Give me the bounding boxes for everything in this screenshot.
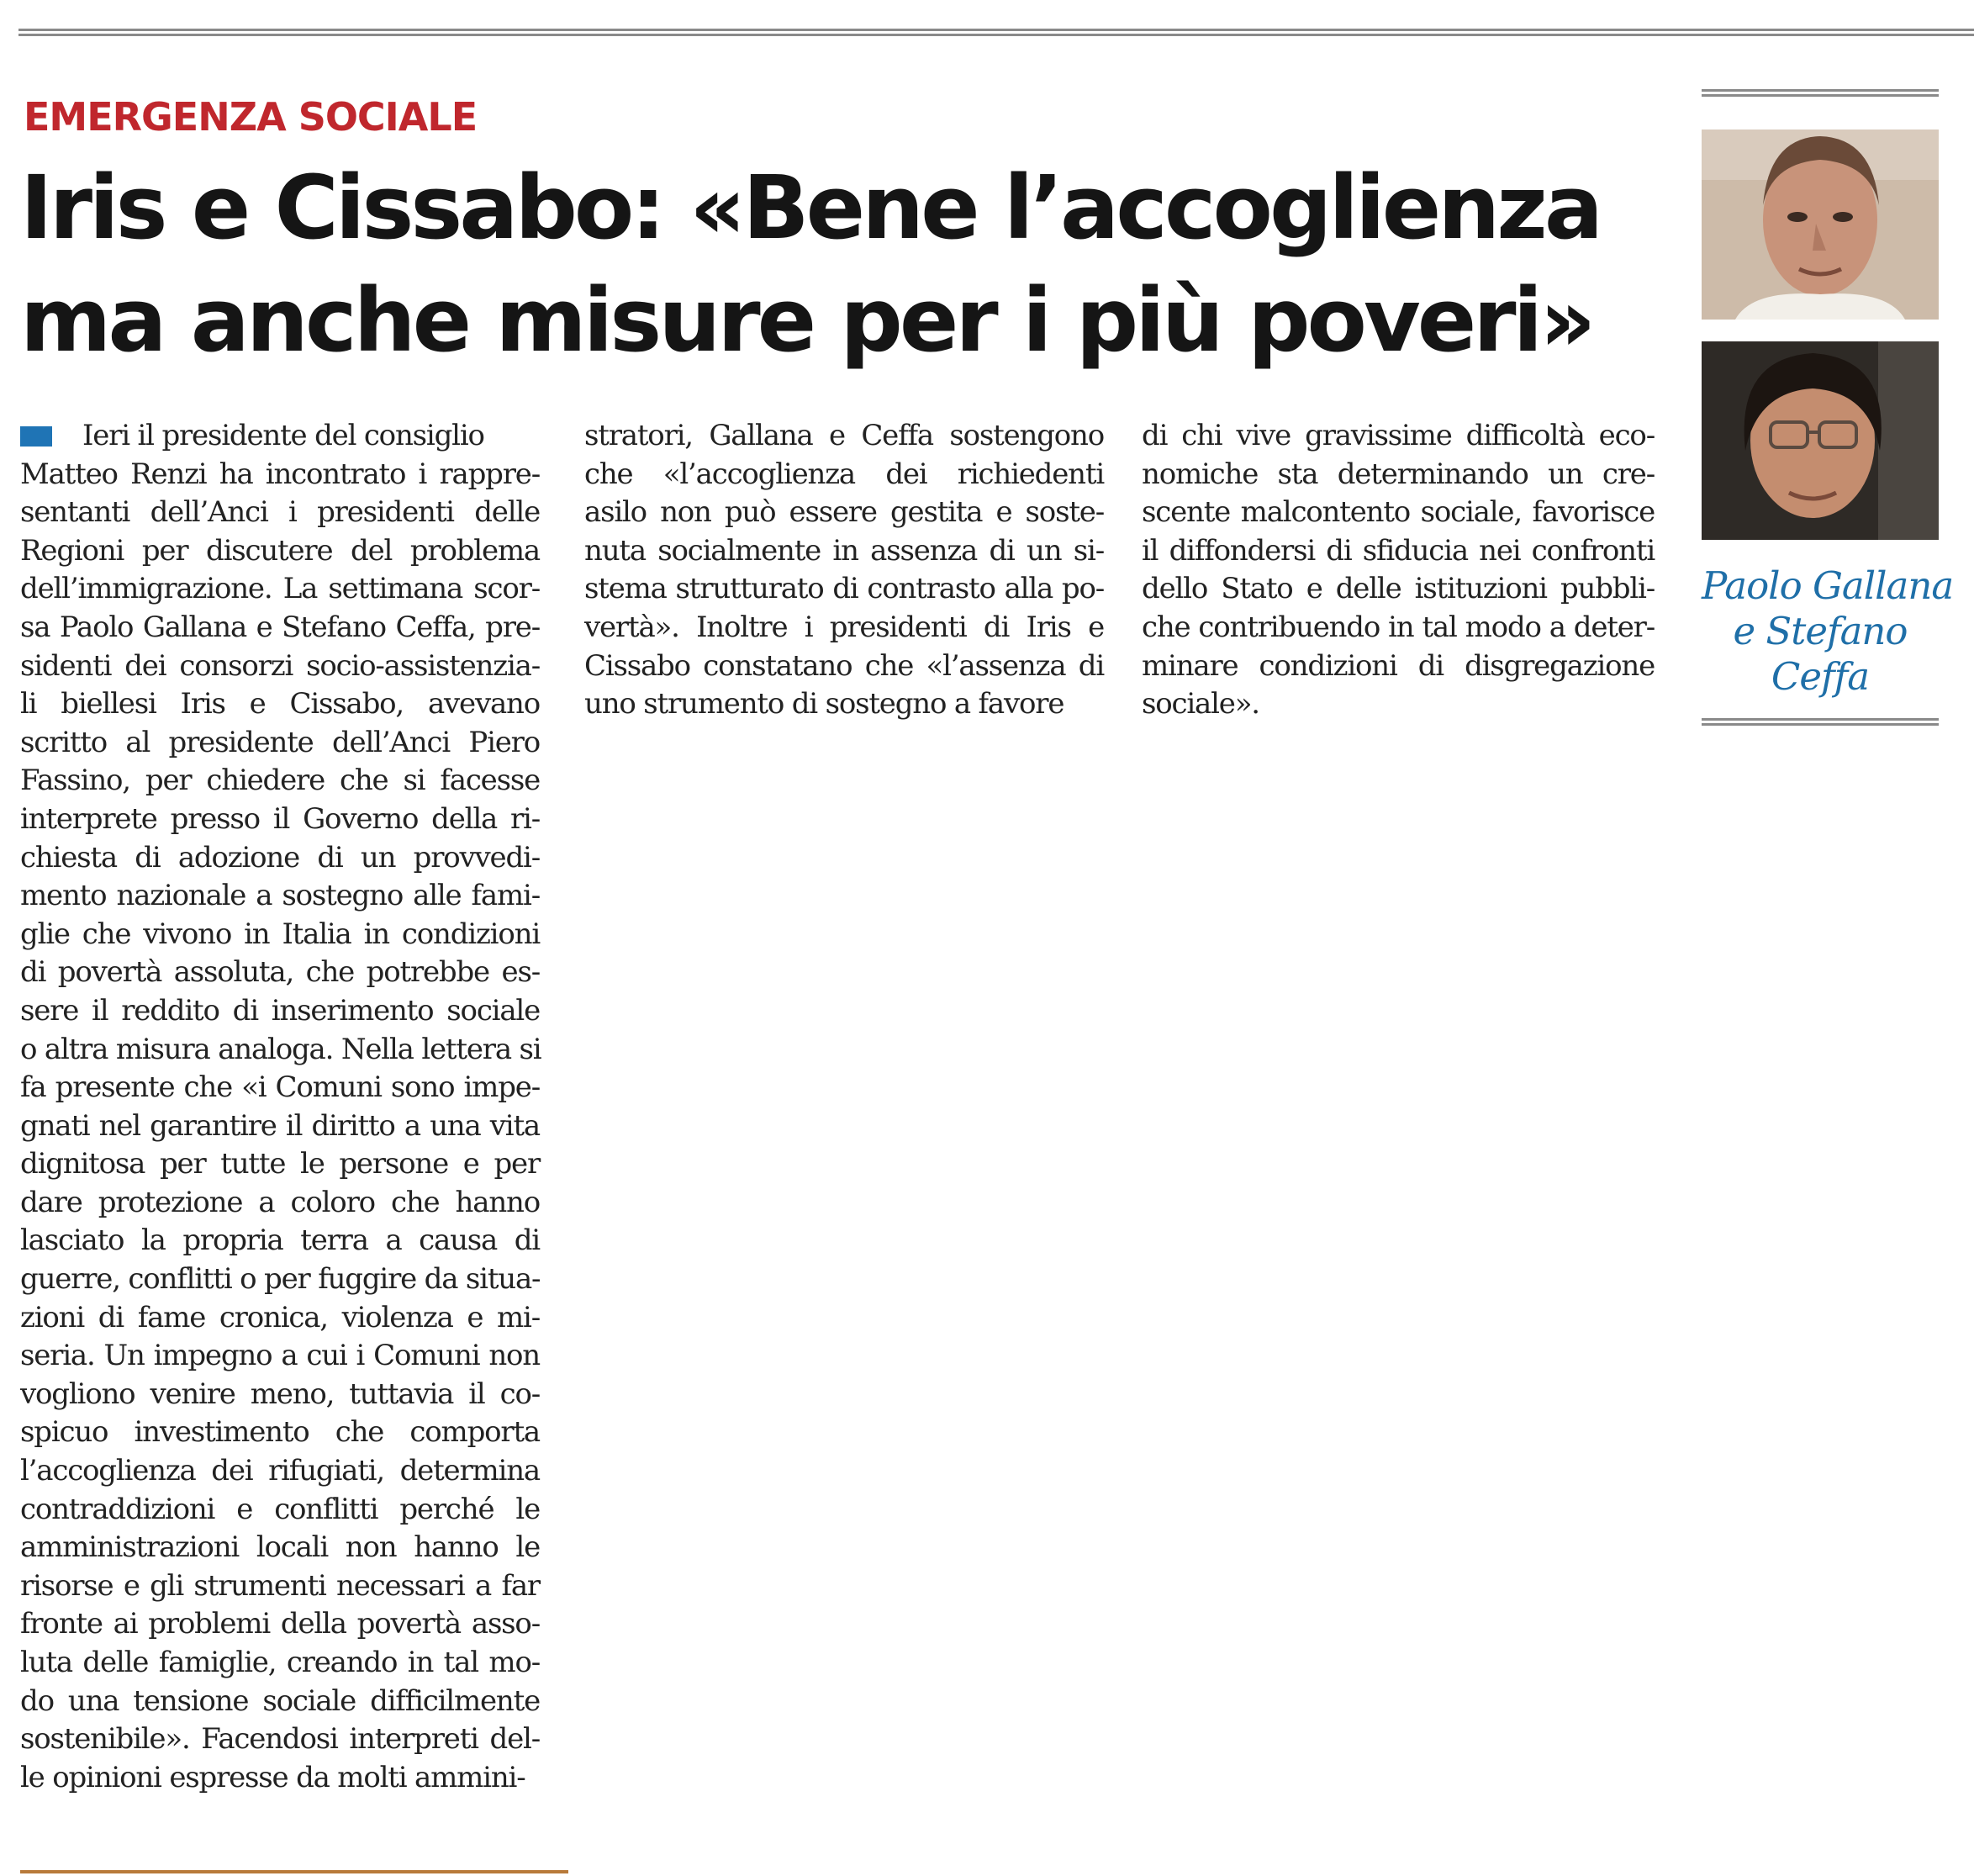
body-text-line: li biellesi Iris e Cissabo, avevano — [20, 687, 540, 721]
body-text-line: lasciato la propria terra a causa di — [20, 1223, 540, 1258]
paragraph-bullet-marker — [20, 426, 52, 447]
caption-line-2: e Stefano — [1733, 609, 1908, 653]
body-text-line: stratori, Gallana e Ceffa sostengono — [584, 419, 1104, 452]
body-text-line: guerre, conflitti o per fuggire da situa- — [20, 1262, 541, 1297]
body-text-line: fronte ai problemi della povertà asso- — [20, 1607, 540, 1641]
body-text-line: vogliono venire meno, tuttavia il co- — [20, 1377, 540, 1411]
body-text-line: sa Paolo Gallana e Stefano Ceffa, pre- — [20, 610, 540, 644]
body-text-line: glie che vivono in Italia in condizioni — [20, 917, 540, 951]
body-text-line: asilo non può essere gestita e soste- — [584, 495, 1104, 530]
sidebar-top-rule — [1702, 89, 1939, 99]
body-text-line: dello Stato e delle istituzioni pubbli- — [1142, 572, 1655, 606]
body-text-line: contraddizioni e conflitti perché le — [20, 1492, 540, 1526]
body-text-line: di povertà assoluta, che potrebbe es- — [20, 955, 540, 990]
body-text-line: stema strutturato di contrasto alla po- — [584, 572, 1104, 606]
body-text-line: mento nazionale a sostegno alle fami- — [20, 879, 540, 913]
body-text-line: nomiche sta determinando un cre- — [1142, 457, 1655, 491]
body-text-line: uno strumento di sostegno a favore — [584, 687, 1064, 721]
body-text-line: le opinioni espresse da molti ammini- — [20, 1760, 525, 1794]
body-text-line: Matteo Renzi ha incontrato i rappre- — [20, 457, 540, 491]
body-column-3 — [1142, 417, 1655, 724]
body-text-line: di chi vive gravissime difficoltà eco- — [1142, 419, 1655, 452]
body-text: Ieri il presidente del consiglio — [82, 419, 484, 452]
body-text-line: il diffondersi di sfiducia nei confronti — [1142, 533, 1655, 568]
body-text-line: Fassino, per chiedere che si facesse — [20, 764, 540, 798]
body-text-line: gnati nel garantire il diritto a una vita — [20, 1108, 540, 1143]
body-text-line: nuta socialmente in assenza di un si- — [584, 533, 1104, 568]
footer-accent-line — [20, 1870, 568, 1873]
body-text-line: sociale». — [1142, 687, 1259, 721]
headline-line-1: Iris e Cissabo: «Bene l’accoglienza — [20, 156, 1601, 259]
caption-line-3: Ceffa — [1771, 654, 1870, 699]
caption-line-1: Paolo Gallana — [1702, 563, 1954, 608]
body-text-line: amministrazioni locali non hanno le — [20, 1530, 540, 1565]
portrait-photo-stefano-ceffa — [1702, 341, 1939, 540]
body-text-line: spicuo investimento che comporta — [20, 1415, 540, 1450]
body-text-line: interprete presso il Governo della ri- — [20, 801, 540, 836]
body-column-1 — [20, 417, 540, 1797]
body-text-line: scente malcontento sociale, favorisce — [1142, 495, 1655, 530]
body-text-line: minare condizioni di disgregazione — [1142, 648, 1655, 683]
body-text-line: scritto al presidente dell’Anci Piero — [20, 725, 540, 759]
body-text-line: sidenti dei consorzi socio-assistenzia- — [20, 648, 540, 683]
portrait-photo-paolo-gallana — [1702, 129, 1939, 320]
body-text-line: Regioni per discutere del problema — [20, 533, 540, 568]
headline-line-2: ma anche misure per i più poveri» — [20, 269, 1593, 372]
body-text-line: vertà». Inoltre i presidenti di Iris e — [584, 610, 1104, 644]
body-text-line: sentanti dell’Anci i presidenti delle — [20, 495, 540, 530]
body-text-line: l’accoglienza dei rifugiati, determina — [20, 1454, 540, 1488]
body-text-line: luta delle famiglie, creando in tal mo- — [20, 1646, 540, 1679]
top-double-rule — [18, 29, 1974, 44]
body-text-line: o altra misura analoga. Nella lettera si — [20, 1032, 541, 1066]
body-text-line: chiesta di adozione di un provvedi- — [20, 840, 540, 875]
body-text-line: do una tensione sociale difficilmente — [20, 1683, 540, 1718]
body-text-line: fa presente che «i Comuni sono impe- — [20, 1070, 540, 1105]
body-text-line: dare protezione a coloro che hanno — [20, 1185, 540, 1219]
body-text-line: dell’immigrazione. La settimana scor- — [20, 572, 540, 606]
body-text-line: risorse e gli strumenti necessari a far — [20, 1568, 540, 1603]
headline — [20, 151, 1685, 377]
body-text-line: che «l’accoglienza dei richiedenti — [584, 457, 1104, 491]
photo-caption — [1702, 563, 1954, 700]
body-text-line: zioni di fame cronica, violenza e mi- — [20, 1300, 540, 1334]
body-text-line: Cissabo constatano che «l’assenza di — [584, 648, 1104, 683]
body-column-2 — [584, 417, 1104, 724]
body-text-line — [20, 417, 540, 456]
section-kicker: EMERGENZA SOCIALE — [24, 94, 478, 140]
body-text-line: sere il reddito di inserimento sociale — [20, 993, 540, 1028]
body-text-line: dignitosa per tutte le persone e per — [20, 1147, 540, 1181]
sidebar-bottom-rule — [1702, 718, 1939, 728]
body-text-line: seria. Un impegno a cui i Comuni non — [20, 1339, 540, 1373]
body-text-line: sostenibile». Facendosi interpreti del- — [20, 1722, 540, 1757]
body-text-line: che contribuendo in tal modo a deter- — [1142, 610, 1655, 644]
